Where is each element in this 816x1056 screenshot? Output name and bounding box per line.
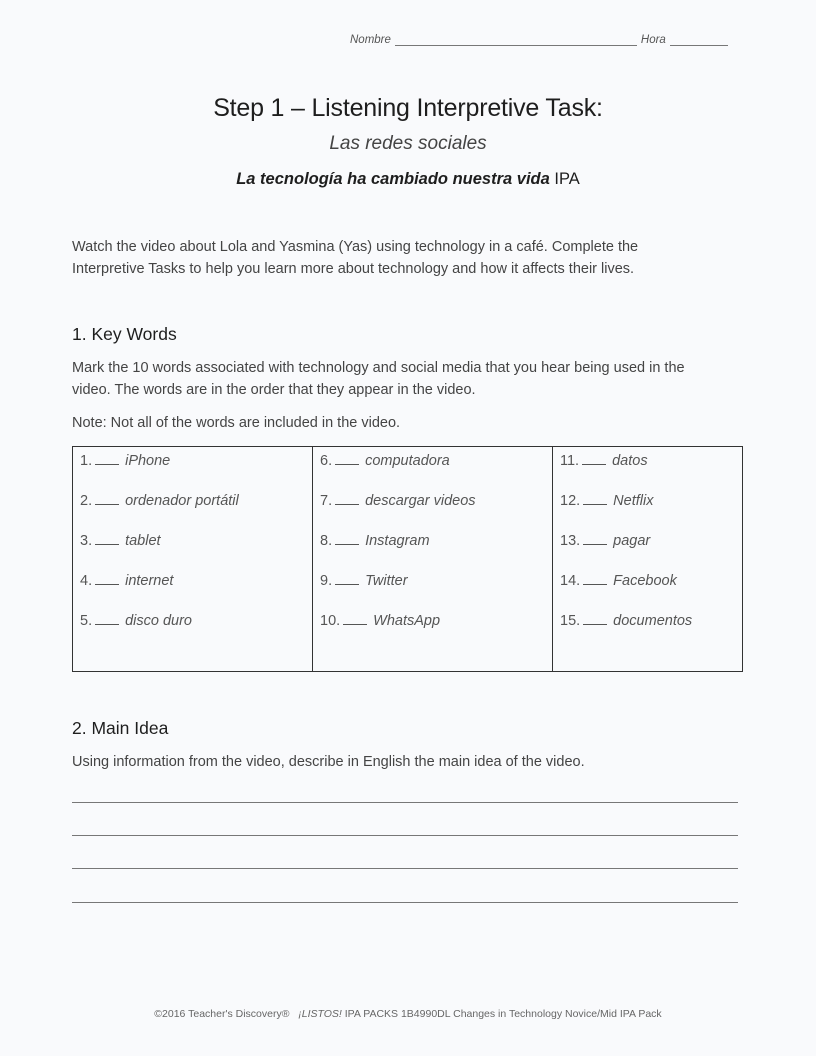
key-word-number: 12. xyxy=(560,493,581,509)
key-word-mark-blank[interactable] xyxy=(583,612,607,625)
key-word-text: Facebook xyxy=(613,573,677,589)
answer-line[interactable] xyxy=(72,902,738,903)
key-word-number: 5. xyxy=(80,613,93,629)
key-word-item xyxy=(320,492,552,532)
name-label: Nombre xyxy=(350,34,391,46)
key-word-text: documentos xyxy=(613,613,693,629)
key-words-column-1 xyxy=(73,447,313,671)
key-word-mark-blank[interactable] xyxy=(583,532,607,545)
answer-line[interactable] xyxy=(72,835,738,836)
key-word-number: 2. xyxy=(80,493,93,509)
ipa-title xyxy=(0,170,816,189)
ipa-title-suffix: IPA xyxy=(549,170,580,188)
footer-copyright: ©2016 Teacher's Discovery® xyxy=(154,1008,290,1020)
key-word-mark-blank[interactable] xyxy=(335,492,359,505)
key-word-item xyxy=(320,532,552,572)
key-word-text: iPhone xyxy=(125,453,171,469)
intro-line-1: Watch the video about Lola and Yasmina (Yas) using technology in a café. Complete the xyxy=(72,239,639,255)
key-word-number: 6. xyxy=(320,453,333,469)
key-word-number: 13. xyxy=(560,533,581,549)
footer-rest: IPA PACKS 1B4990DL Changes in Technology Novice/Mid IPA Pack xyxy=(341,1008,662,1020)
ipa-title-italic: La tecnología ha cambiado nuestra vida xyxy=(236,170,550,188)
name-field[interactable] xyxy=(395,33,637,46)
key-word-item xyxy=(320,612,552,652)
page-footer xyxy=(0,1008,816,1020)
key-word-text: ordenador portátil xyxy=(125,493,239,509)
section-heading-key-words: 1. Key Words xyxy=(72,324,177,344)
key-word-mark-blank[interactable] xyxy=(95,452,119,465)
intro-line-2: Interpretive Tasks to help you learn more about technology and how it affects their lives. xyxy=(72,261,635,277)
key-word-item xyxy=(80,612,312,652)
instructions-line-2: video. The words are in the order that they appear in the video. xyxy=(72,382,476,398)
key-word-mark-blank[interactable] xyxy=(583,492,607,505)
key-word-item xyxy=(80,492,312,532)
key-word-mark-blank[interactable] xyxy=(95,492,119,505)
key-word-text: pagar xyxy=(613,533,651,549)
key-word-number: 15. xyxy=(560,613,581,629)
key-word-item xyxy=(320,572,552,612)
key-word-text: Twitter xyxy=(365,573,408,589)
key-word-mark-blank[interactable] xyxy=(335,572,359,585)
answer-line[interactable] xyxy=(72,802,738,803)
key-words-column-3 xyxy=(553,447,739,671)
hour-label: Hora xyxy=(640,34,666,46)
key-word-item xyxy=(80,532,312,572)
key-word-text: WhatsApp xyxy=(373,613,441,629)
answer-line[interactable] xyxy=(72,868,738,869)
key-word-number: 10. xyxy=(320,613,341,629)
key-word-text: Netflix xyxy=(613,493,654,509)
key-word-number: 14. xyxy=(560,573,581,589)
main-idea-instructions: Using information from the video, describe in English the main idea of the video. xyxy=(72,754,585,770)
name-hour-fields xyxy=(350,33,728,46)
key-word-mark-blank[interactable] xyxy=(582,452,606,465)
page-subtitle: Las redes sociales xyxy=(329,133,487,154)
key-word-mark-blank[interactable] xyxy=(335,452,359,465)
key-words-table xyxy=(72,446,743,672)
key-word-mark-blank[interactable] xyxy=(335,532,359,545)
key-word-mark-blank[interactable] xyxy=(95,572,119,585)
key-words-column-2 xyxy=(313,447,553,671)
key-word-text: descargar videos xyxy=(365,493,476,509)
key-word-text: datos xyxy=(612,453,648,469)
key-word-item xyxy=(560,612,739,652)
key-word-item xyxy=(560,572,739,612)
key-word-number: 3. xyxy=(80,533,93,549)
key-word-text: computadora xyxy=(365,453,450,469)
key-words-instructions xyxy=(72,357,744,401)
key-word-item xyxy=(560,452,739,492)
key-word-item xyxy=(80,452,312,492)
key-word-item xyxy=(560,492,739,532)
hour-field[interactable] xyxy=(670,33,728,46)
instructions-line-1: Mark the 10 words associated with technology and social media that you hear being used in the xyxy=(72,360,685,376)
key-word-mark-blank[interactable] xyxy=(343,612,367,625)
key-word-number: 4. xyxy=(80,573,93,589)
key-word-text: disco duro xyxy=(125,613,192,629)
key-word-item xyxy=(320,452,552,492)
footer-brand: ¡LISTOS! xyxy=(298,1008,342,1020)
key-word-number: 11. xyxy=(560,453,580,469)
section-heading-main-idea: 2. Main Idea xyxy=(72,718,169,738)
key-word-item xyxy=(80,572,312,612)
key-word-text: Instagram xyxy=(365,533,430,549)
key-word-text: tablet xyxy=(125,533,161,549)
key-words-note: Note: Not all of the words are included in the video. xyxy=(72,415,401,431)
key-word-number: 8. xyxy=(320,533,333,549)
key-word-text: internet xyxy=(125,573,174,589)
key-word-number: 9. xyxy=(320,573,333,589)
key-word-mark-blank[interactable] xyxy=(95,612,119,625)
intro-paragraph xyxy=(72,236,744,280)
page-title: Step 1 – Listening Interpretive Task: xyxy=(213,94,603,122)
key-word-number: 7. xyxy=(320,493,333,509)
key-word-item xyxy=(560,532,739,572)
key-word-mark-blank[interactable] xyxy=(95,532,119,545)
key-word-number: 1. xyxy=(80,453,93,469)
key-word-mark-blank[interactable] xyxy=(583,572,607,585)
